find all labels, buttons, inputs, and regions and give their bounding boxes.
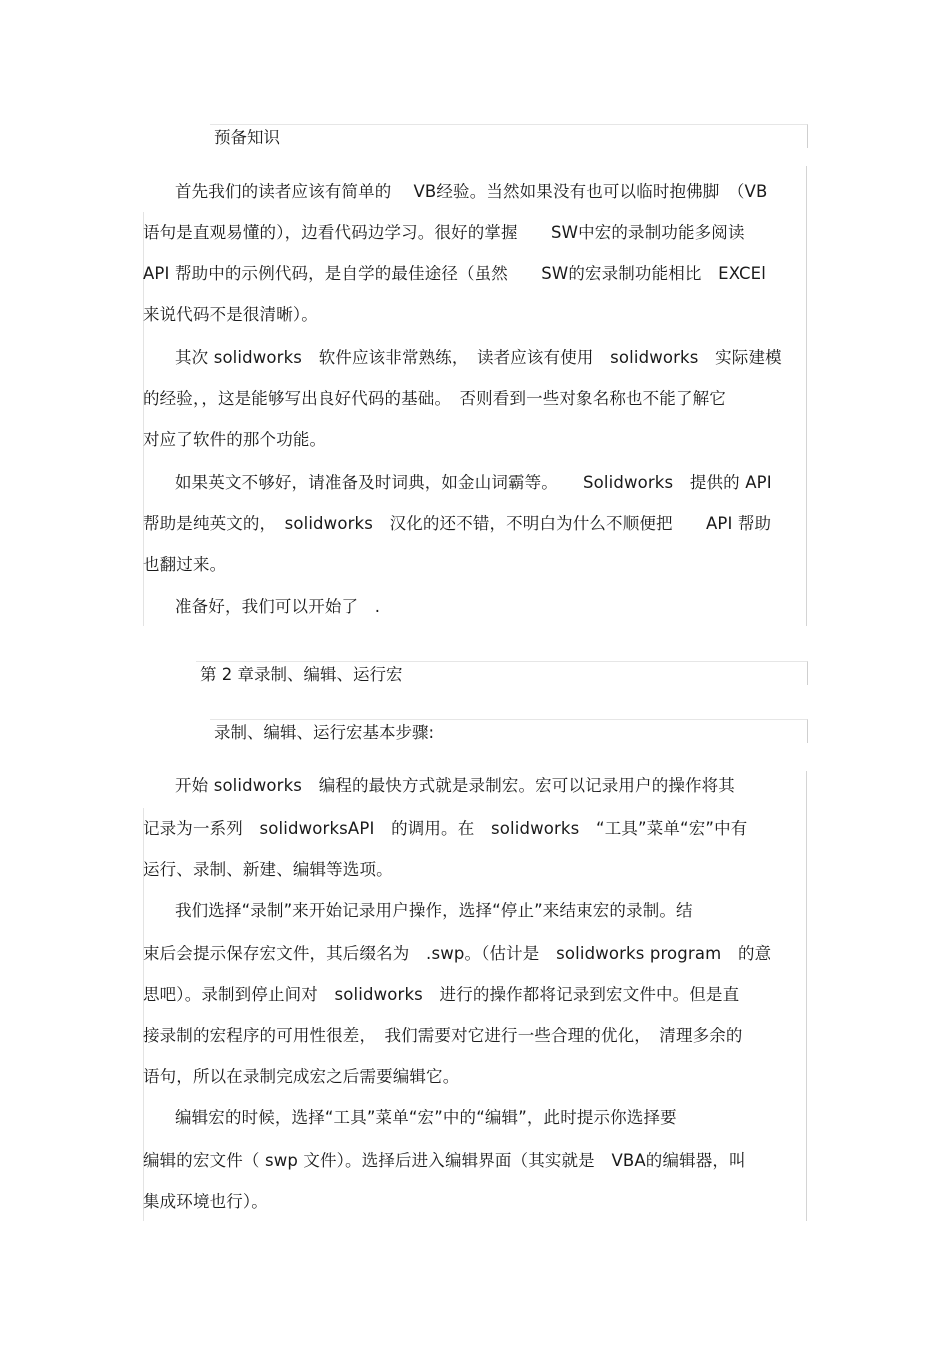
- paragraph-line: 来说代码不是很清晰）。: [143, 305, 318, 324]
- paragraph-line: 编辑宏的时候，选择“工具”菜单“宏”中的“编辑”，此时提示你选择要: [175, 1108, 677, 1127]
- chapter-title: 第 2 章录制、编辑、运行宏: [196, 661, 808, 685]
- paragraph-line: 也翻过来。: [143, 555, 227, 574]
- paragraph-line: 对应了软件的那个功能。: [143, 430, 327, 449]
- paragraph-line: 集成环境也行）。: [143, 1192, 268, 1211]
- paragraph-line: 准备好，我们可以开始了 .: [175, 597, 381, 616]
- paragraph-line: 帮助是纯英文的， solidworks 汉化的还不错，不明白为什么不顺便把 API 帮助: [143, 514, 772, 533]
- paragraph-line: 语句是直观易懂的），边看代码边学习。很好的掌握 SW中宏的录制功能多阅读: [143, 223, 745, 242]
- paragraph-line: 开始 solidworks 编程的最快方式就是录制宏。宏可以记录用户的操作将其: [175, 776, 735, 795]
- paragraph-line: 编辑的宏文件（ swp 文件）。选择后进入编辑界面（其实就是 VBA的编辑器，叫: [143, 1151, 746, 1170]
- paragraph-line: 思吧）。录制到停止间对 solidworks 进行的操作都将记录到宏文件中。但是直: [143, 985, 740, 1004]
- paragraph-line: 记录为一系列 solidworksAPI 的调用。在 solidworks “工具”菜单“宏”中有: [143, 819, 748, 838]
- paragraph-line: 的经验，，这是能够写出良好代码的基础。 否则看到一些对象名称也不能了解它: [143, 389, 726, 408]
- paragraph-line: 如果英文不够好，请准备及时词典，如金山词霸等。 Solidworks 提供的 API: [175, 473, 772, 492]
- section-heading-steps: 录制、编辑、运行宏基本步骤:: [210, 719, 808, 743]
- paragraph-line: 首先我们的读者应该有简单的 VB经验。当然如果没有也可以临时抱佛脚 （VB: [175, 182, 768, 201]
- paragraph-line: API 帮助中的示例代码，是自学的最佳途径（虽然 SW的宏录制功能相比 EXCEl: [143, 264, 766, 283]
- section-heading-preparation: 预备知识: [210, 124, 808, 148]
- paragraph-line: 束后会提示保存宏文件，其后缀名为 .swp。（估计是 solidworks program 的意: [143, 944, 772, 963]
- paragraph-line: 运行、录制、新建、编辑等选项。: [143, 860, 393, 879]
- paragraph-line: 其次 solidworks 软件应该非常熟练， 读者应该有使用 solidworks 实际建模: [175, 348, 782, 367]
- paragraph-line: 语句，所以在录制完成宏之后需要编辑它。: [143, 1067, 460, 1086]
- paragraph-line: 接录制的宏程序的可用性很差， 我们需要对它进行一些合理的优化， 清理多余的: [143, 1026, 743, 1045]
- paragraph-line: 我们选择“录制”来开始记录用户操作，选择“停止”来结束宏的录制。结: [175, 901, 693, 920]
